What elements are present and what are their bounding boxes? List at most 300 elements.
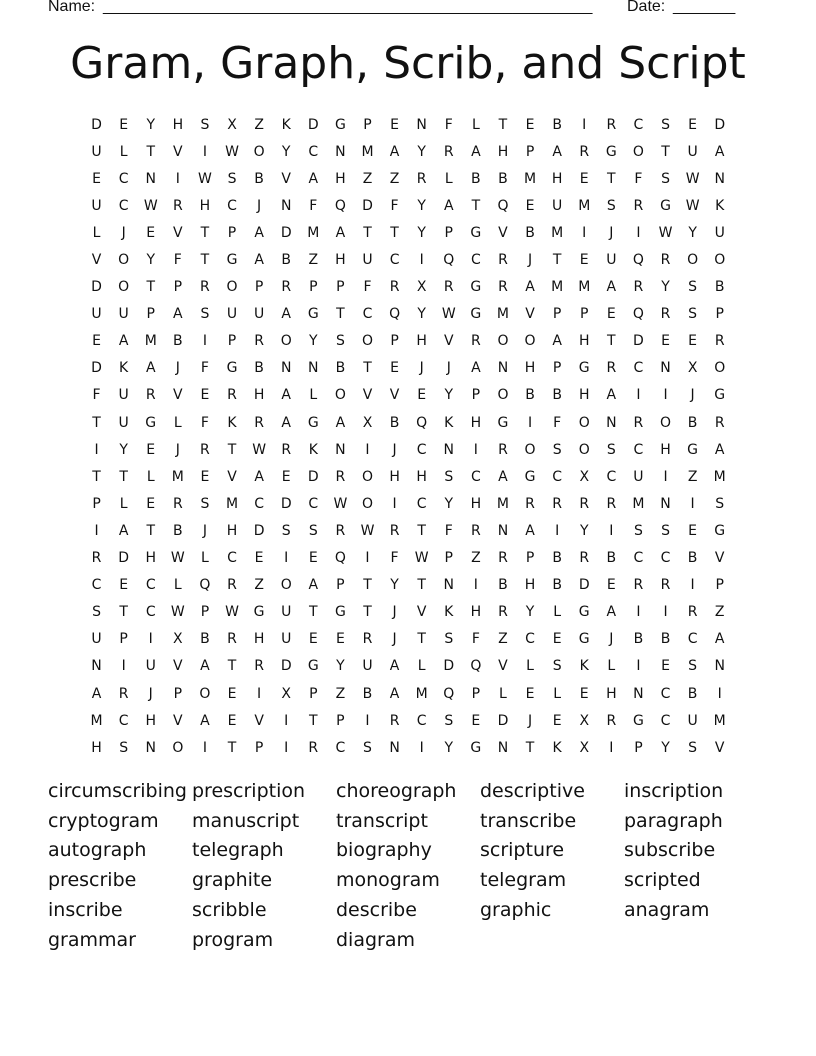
grid-letter[interactable]: T <box>498 116 508 133</box>
grid-letter[interactable]: S <box>688 306 698 323</box>
grid-letter[interactable]: R <box>606 116 617 133</box>
grid-letter[interactable]: E <box>92 333 101 350</box>
grid-letter[interactable]: P <box>390 333 399 350</box>
grid-letter[interactable]: P <box>444 550 453 567</box>
grid-letter[interactable]: X <box>281 685 291 702</box>
grid-letter[interactable]: I <box>202 739 207 756</box>
grid-letter[interactable]: M <box>361 143 374 160</box>
grid-letter[interactable]: L <box>526 658 534 675</box>
grid-letter[interactable]: T <box>227 658 237 675</box>
grid-letter[interactable]: P <box>552 306 562 323</box>
grid-letter[interactable]: B <box>687 550 698 567</box>
grid-letter[interactable]: U <box>362 658 373 675</box>
grid-letter[interactable]: T <box>227 441 237 458</box>
grid-letter[interactable]: E <box>688 522 698 539</box>
grid-letter[interactable]: T <box>363 224 372 241</box>
grid-letter[interactable]: M <box>496 495 509 512</box>
grid-letter[interactable]: F <box>92 387 101 404</box>
grid-letter[interactable]: D <box>280 495 292 512</box>
grid-letter[interactable]: B <box>552 577 562 594</box>
grid-letter[interactable]: R <box>118 685 129 702</box>
grid-letter[interactable]: Y <box>579 522 589 539</box>
grid-letter[interactable]: F <box>363 279 372 296</box>
grid-letter[interactable]: N <box>416 116 427 133</box>
grid-letter[interactable]: V <box>389 387 400 404</box>
grid-letter[interactable]: E <box>146 495 156 512</box>
grid-letter[interactable]: M <box>713 468 726 485</box>
grid-letter[interactable]: U <box>226 306 238 323</box>
grid-letter[interactable]: F <box>173 252 182 269</box>
grid-letter[interactable]: K <box>444 604 454 621</box>
grid-letter[interactable]: R <box>714 414 725 431</box>
grid-letter[interactable]: U <box>91 143 102 160</box>
grid-letter[interactable]: H <box>551 170 563 187</box>
grid-letter[interactable]: Y <box>417 197 426 214</box>
grid-letter[interactable]: I <box>473 577 478 594</box>
grid-letter[interactable]: A <box>552 333 562 350</box>
grid-letter[interactable]: W <box>360 522 375 539</box>
grid-letter[interactable]: N <box>497 360 509 377</box>
grid-letter[interactable]: B <box>687 685 698 702</box>
grid-letter[interactable]: O <box>524 441 536 458</box>
grid-letter[interactable]: U <box>714 224 725 241</box>
grid-letter[interactable]: E <box>661 658 670 675</box>
grid-letter[interactable]: A <box>471 143 481 160</box>
grid-letter[interactable]: R <box>281 279 292 296</box>
grid-letter[interactable]: H <box>416 468 427 485</box>
grid-letter[interactable]: O <box>632 143 644 160</box>
grid-letter[interactable]: O <box>714 252 726 269</box>
grid-letter[interactable]: S <box>715 495 725 512</box>
grid-letter[interactable]: E <box>525 116 535 133</box>
grid-letter[interactable]: B <box>687 414 698 431</box>
grid-letter[interactable]: O <box>253 143 265 160</box>
grid-letter[interactable]: R <box>227 577 237 594</box>
grid-letter[interactable]: V <box>498 658 508 675</box>
grid-letter[interactable]: R <box>443 143 454 160</box>
grid-letter[interactable]: R <box>416 170 427 187</box>
grid-letter[interactable]: D <box>118 550 130 567</box>
grid-letter[interactable]: U <box>118 387 129 404</box>
grid-letter[interactable]: R <box>308 739 319 756</box>
grid-letter[interactable]: O <box>280 333 292 350</box>
grid-letter[interactable]: O <box>334 387 346 404</box>
grid-letter[interactable]: S <box>200 495 210 512</box>
grid-letter[interactable]: C <box>308 143 319 160</box>
grid-letter[interactable]: E <box>688 116 698 133</box>
grid-letter[interactable]: S <box>552 658 562 675</box>
grid-letter[interactable]: M <box>551 224 564 241</box>
grid-letter[interactable]: S <box>444 631 454 648</box>
grid-letter[interactable]: P <box>309 279 318 296</box>
grid-letter[interactable]: P <box>444 224 453 241</box>
grid-letter[interactable]: P <box>227 333 237 350</box>
grid-letter[interactable]: S <box>688 658 698 675</box>
grid-letter[interactable]: Q <box>443 252 455 269</box>
grid-letter[interactable]: T <box>363 604 372 621</box>
grid-letter[interactable]: B <box>335 360 346 377</box>
grid-letter[interactable]: J <box>392 604 397 621</box>
grid-letter[interactable]: K <box>308 441 318 458</box>
grid-letter[interactable]: P <box>254 739 264 756</box>
grid-letter[interactable]: P <box>634 739 643 756</box>
grid-letter[interactable]: H <box>253 387 265 404</box>
grid-letter[interactable]: E <box>227 712 237 729</box>
grid-letter[interactable]: S <box>119 739 129 756</box>
grid-letter[interactable]: H <box>199 197 211 214</box>
grid-letter[interactable]: V <box>443 333 454 350</box>
grid-letter[interactable]: A <box>173 306 183 323</box>
grid-letter[interactable]: D <box>578 577 590 594</box>
grid-letter[interactable]: L <box>92 224 101 241</box>
grid-letter[interactable]: G <box>307 306 319 323</box>
grid-letter[interactable]: W <box>225 604 239 621</box>
grid-letter[interactable]: A <box>714 441 725 458</box>
grid-letter[interactable]: G <box>226 360 238 377</box>
grid-letter[interactable]: R <box>498 252 508 269</box>
grid-letter[interactable]: L <box>553 685 562 702</box>
name-field-line[interactable]: _______________________________________________________ <box>103 0 593 15</box>
grid-letter[interactable]: E <box>146 224 156 241</box>
grid-letter[interactable]: C <box>552 468 563 485</box>
grid-letter[interactable]: N <box>91 658 102 675</box>
grid-letter[interactable]: J <box>121 224 126 241</box>
grid-letter[interactable]: C <box>633 360 644 377</box>
grid-letter[interactable]: G <box>660 197 671 214</box>
grid-letter[interactable]: Q <box>416 414 428 431</box>
grid-letter[interactable]: P <box>254 279 264 296</box>
grid-letter[interactable]: M <box>496 306 509 323</box>
grid-letter[interactable]: A <box>471 360 481 377</box>
grid-letter[interactable]: D <box>280 658 292 675</box>
grid-letter[interactable]: Z <box>335 685 346 702</box>
grid-letter[interactable]: A <box>335 224 346 241</box>
grid-letter[interactable]: X <box>579 712 590 729</box>
grid-letter[interactable]: C <box>145 604 156 621</box>
grid-letter[interactable]: X <box>579 468 590 485</box>
grid-letter[interactable]: P <box>336 577 345 594</box>
grid-letter[interactable]: G <box>307 414 319 431</box>
grid-letter[interactable]: B <box>525 224 535 241</box>
grid-letter[interactable]: B <box>552 387 562 404</box>
grid-letter[interactable]: W <box>225 143 239 160</box>
grid-letter[interactable]: B <box>552 116 562 133</box>
grid-letter[interactable]: L <box>471 116 480 133</box>
grid-letter[interactable]: I <box>365 441 370 458</box>
grid-letter[interactable]: T <box>227 739 237 756</box>
grid-letter[interactable]: S <box>552 441 562 458</box>
grid-letter[interactable]: H <box>606 685 617 702</box>
grid-letter[interactable]: T <box>119 604 128 621</box>
grid-letter[interactable]: H <box>389 468 400 485</box>
grid-letter[interactable]: J <box>690 387 695 404</box>
grid-letter[interactable]: C <box>118 197 129 214</box>
grid-letter[interactable]: T <box>607 170 616 187</box>
grid-letter[interactable]: R <box>660 252 671 269</box>
grid-letter[interactable]: E <box>200 468 210 485</box>
grid-letter[interactable]: L <box>119 495 128 512</box>
grid-letter[interactable]: T <box>607 333 616 350</box>
grid-letter[interactable]: S <box>444 712 454 729</box>
grid-letter[interactable]: D <box>280 224 292 241</box>
grid-letter[interactable]: C <box>470 468 481 485</box>
grid-letter[interactable]: A <box>254 468 264 485</box>
grid-letter[interactable]: B <box>254 170 264 187</box>
grid-letter[interactable]: W <box>441 306 456 323</box>
grid-letter[interactable]: N <box>606 414 617 431</box>
grid-letter[interactable]: O <box>118 279 130 296</box>
grid-letter[interactable]: L <box>417 658 426 675</box>
grid-letter[interactable]: R <box>606 712 617 729</box>
grid-letter[interactable]: I <box>148 631 153 648</box>
grid-letter[interactable]: R <box>606 495 617 512</box>
grid-letter[interactable]: B <box>714 279 725 296</box>
grid-letter[interactable]: A <box>525 279 535 296</box>
grid-letter[interactable]: Z <box>362 170 373 187</box>
grid-letter[interactable]: Q <box>334 550 346 567</box>
grid-letter[interactable]: N <box>633 685 644 702</box>
grid-letter[interactable]: M <box>578 279 591 296</box>
grid-letter[interactable]: R <box>145 387 156 404</box>
grid-letter[interactable]: U <box>606 252 617 269</box>
grid-letter[interactable]: I <box>609 522 614 539</box>
grid-letter[interactable]: Y <box>146 116 156 133</box>
grid-letter[interactable]: Q <box>199 577 211 594</box>
grid-letter[interactable]: A <box>606 604 617 621</box>
grid-letter[interactable]: A <box>606 387 617 404</box>
grid-letter[interactable]: H <box>497 143 509 160</box>
grid-letter[interactable]: G <box>334 116 346 133</box>
grid-letter[interactable]: U <box>687 712 698 729</box>
grid-letter[interactable]: R <box>254 333 264 350</box>
grid-letter[interactable]: J <box>446 360 451 377</box>
grid-letter[interactable]: I <box>419 739 424 756</box>
grid-letter[interactable]: L <box>607 658 616 675</box>
grid-letter[interactable]: Z <box>308 252 319 269</box>
grid-letter[interactable]: S <box>308 522 318 539</box>
grid-letter[interactable]: O <box>578 414 590 431</box>
grid-letter[interactable]: N <box>443 441 454 458</box>
grid-letter[interactable]: R <box>633 279 644 296</box>
grid-letter[interactable]: P <box>309 685 318 702</box>
grid-letter[interactable]: P <box>336 279 345 296</box>
grid-letter[interactable]: U <box>687 143 698 160</box>
grid-letter[interactable]: E <box>254 550 264 567</box>
grid-letter[interactable]: T <box>525 739 535 756</box>
grid-letter[interactable]: T <box>309 604 318 621</box>
grid-letter[interactable]: T <box>336 306 345 323</box>
grid-letter[interactable]: W <box>685 170 700 187</box>
grid-letter[interactable]: Q <box>632 306 644 323</box>
grid-letter[interactable]: S <box>688 739 698 756</box>
grid-letter[interactable]: C <box>660 550 671 567</box>
grid-letter[interactable]: R <box>552 495 562 512</box>
grid-letter[interactable]: R <box>633 414 644 431</box>
grid-letter[interactable]: R <box>498 279 508 296</box>
grid-letter[interactable]: H <box>91 739 102 756</box>
grid-letter[interactable]: P <box>471 685 481 702</box>
grid-letter[interactable]: I <box>582 224 587 241</box>
grid-letter[interactable]: J <box>527 252 533 269</box>
grid-letter[interactable]: I <box>94 522 99 539</box>
grid-letter[interactable]: R <box>335 522 346 539</box>
grid-letter[interactable]: K <box>281 116 291 133</box>
grid-letter[interactable]: H <box>524 360 536 377</box>
grid-letter[interactable]: Z <box>714 604 725 621</box>
grid-letter[interactable]: F <box>634 170 643 187</box>
grid-letter[interactable]: H <box>578 387 590 404</box>
grid-letter[interactable]: B <box>471 170 481 187</box>
grid-letter[interactable]: G <box>714 522 726 539</box>
grid-letter[interactable]: T <box>390 224 399 241</box>
grid-letter[interactable]: Z <box>471 550 481 567</box>
grid-letter[interactable]: H <box>578 333 590 350</box>
grid-letter[interactable]: S <box>606 441 616 458</box>
grid-letter[interactable]: I <box>636 658 641 675</box>
grid-letter[interactable]: R <box>172 495 183 512</box>
grid-letter[interactable]: N <box>280 197 292 214</box>
grid-letter[interactable]: T <box>146 279 156 296</box>
grid-letter[interactable]: V <box>227 468 237 485</box>
grid-letter[interactable]: E <box>525 197 535 214</box>
grid-letter[interactable]: X <box>579 739 590 756</box>
grid-letter[interactable]: J <box>527 712 533 729</box>
grid-letter[interactable]: M <box>144 333 157 350</box>
grid-letter[interactable]: A <box>389 685 400 702</box>
grid-letter[interactable]: Q <box>334 197 346 214</box>
grid-letter[interactable]: A <box>145 360 156 377</box>
grid-letter[interactable]: I <box>365 712 370 729</box>
grid-letter[interactable]: A <box>254 224 264 241</box>
grid-letter[interactable]: O <box>497 333 509 350</box>
grid-letter[interactable]: V <box>281 170 291 187</box>
grid-letter[interactable]: I <box>636 604 641 621</box>
grid-letter[interactable]: R <box>498 550 508 567</box>
grid-letter[interactable]: O <box>660 414 672 431</box>
grid-letter[interactable]: O <box>497 387 509 404</box>
grid-letter[interactable]: F <box>471 631 480 648</box>
grid-letter[interactable]: A <box>308 170 319 187</box>
grid-letter[interactable]: P <box>363 116 372 133</box>
grid-letter[interactable]: C <box>254 495 264 512</box>
grid-letter[interactable]: M <box>632 495 645 512</box>
grid-letter[interactable]: J <box>202 522 207 539</box>
grid-letter[interactable]: B <box>281 252 291 269</box>
grid-letter[interactable]: S <box>363 739 372 756</box>
grid-letter[interactable]: G <box>687 441 699 458</box>
grid-letter[interactable]: A <box>335 414 346 431</box>
grid-letter[interactable]: V <box>254 712 264 729</box>
grid-letter[interactable]: E <box>579 685 589 702</box>
grid-letter[interactable]: B <box>525 387 535 404</box>
grid-letter[interactable]: G <box>605 143 617 160</box>
grid-letter[interactable]: V <box>173 387 183 404</box>
grid-letter[interactable]: E <box>335 631 345 648</box>
grid-letter[interactable]: A <box>118 333 129 350</box>
grid-letter[interactable]: E <box>390 360 399 377</box>
grid-letter[interactable]: G <box>307 658 319 675</box>
grid-letter[interactable]: C <box>606 468 617 485</box>
grid-letter[interactable]: G <box>334 604 346 621</box>
grid-letter[interactable]: V <box>525 306 535 323</box>
grid-letter[interactable]: U <box>145 658 156 675</box>
grid-letter[interactable]: E <box>308 631 318 648</box>
grid-letter[interactable]: G <box>632 712 644 729</box>
grid-letter[interactable]: I <box>392 495 397 512</box>
grid-letter[interactable]: N <box>660 495 671 512</box>
grid-letter[interactable]: R <box>389 522 400 539</box>
grid-letter[interactable]: T <box>471 197 481 214</box>
grid-letter[interactable]: O <box>226 279 238 296</box>
grid-letter[interactable]: B <box>633 631 644 648</box>
grid-letter[interactable]: C <box>118 170 129 187</box>
grid-letter[interactable]: P <box>173 685 183 702</box>
grid-letter[interactable]: G <box>578 360 590 377</box>
grid-letter[interactable]: I <box>94 441 99 458</box>
grid-letter[interactable]: J <box>257 197 262 214</box>
grid-letter[interactable]: E <box>200 387 210 404</box>
grid-letter[interactable]: P <box>525 550 535 567</box>
grid-letter[interactable]: C <box>633 441 644 458</box>
grid-letter[interactable]: W <box>414 550 429 567</box>
grid-letter[interactable]: R <box>470 522 481 539</box>
grid-letter[interactable]: U <box>118 414 129 431</box>
grid-letter[interactable]: V <box>714 550 725 567</box>
grid-letter[interactable]: H <box>145 550 156 567</box>
grid-letter[interactable]: B <box>362 685 373 702</box>
grid-letter[interactable]: I <box>609 739 614 756</box>
grid-letter[interactable]: T <box>417 577 426 594</box>
grid-letter[interactable]: S <box>661 116 670 133</box>
grid-letter[interactable]: I <box>419 252 424 269</box>
grid-letter[interactable]: V <box>91 252 102 269</box>
grid-letter[interactable]: Y <box>417 224 426 241</box>
grid-letter[interactable]: D <box>91 279 102 296</box>
grid-letter[interactable]: R <box>579 143 590 160</box>
grid-letter[interactable]: H <box>145 712 156 729</box>
grid-letter[interactable]: R <box>389 712 400 729</box>
grid-letter[interactable]: Y <box>417 143 426 160</box>
grid-letter[interactable]: E <box>525 685 535 702</box>
grid-letter[interactable]: U <box>633 468 644 485</box>
grid-letter[interactable]: V <box>173 143 183 160</box>
grid-letter[interactable]: D <box>91 360 102 377</box>
grid-letter[interactable]: I <box>284 739 289 756</box>
grid-letter[interactable]: R <box>606 360 617 377</box>
grid-letter[interactable]: R <box>443 279 454 296</box>
grid-letter[interactable]: L <box>309 387 318 404</box>
grid-letter[interactable]: P <box>715 577 724 594</box>
grid-letter[interactable]: W <box>685 197 700 214</box>
grid-letter[interactable]: W <box>143 197 158 214</box>
grid-letter[interactable]: O <box>280 577 292 594</box>
grid-letter[interactable]: C <box>633 116 644 133</box>
grid-letter[interactable]: T <box>200 224 210 241</box>
grid-letter[interactable]: N <box>660 360 671 377</box>
grid-letter[interactable]: Z <box>687 468 698 485</box>
grid-letter[interactable]: X <box>173 631 183 648</box>
grid-letter[interactable]: P <box>173 279 183 296</box>
grid-letter[interactable]: R <box>335 468 346 485</box>
grid-letter[interactable]: I <box>636 224 641 241</box>
grid-letter[interactable]: F <box>444 522 453 539</box>
grid-letter[interactable]: L <box>201 550 209 567</box>
grid-letter[interactable]: N <box>145 170 156 187</box>
grid-letter[interactable]: R <box>470 333 481 350</box>
grid-letter[interactable]: A <box>254 252 264 269</box>
grid-letter[interactable]: I <box>257 685 262 702</box>
grid-letter[interactable]: R <box>91 550 102 567</box>
